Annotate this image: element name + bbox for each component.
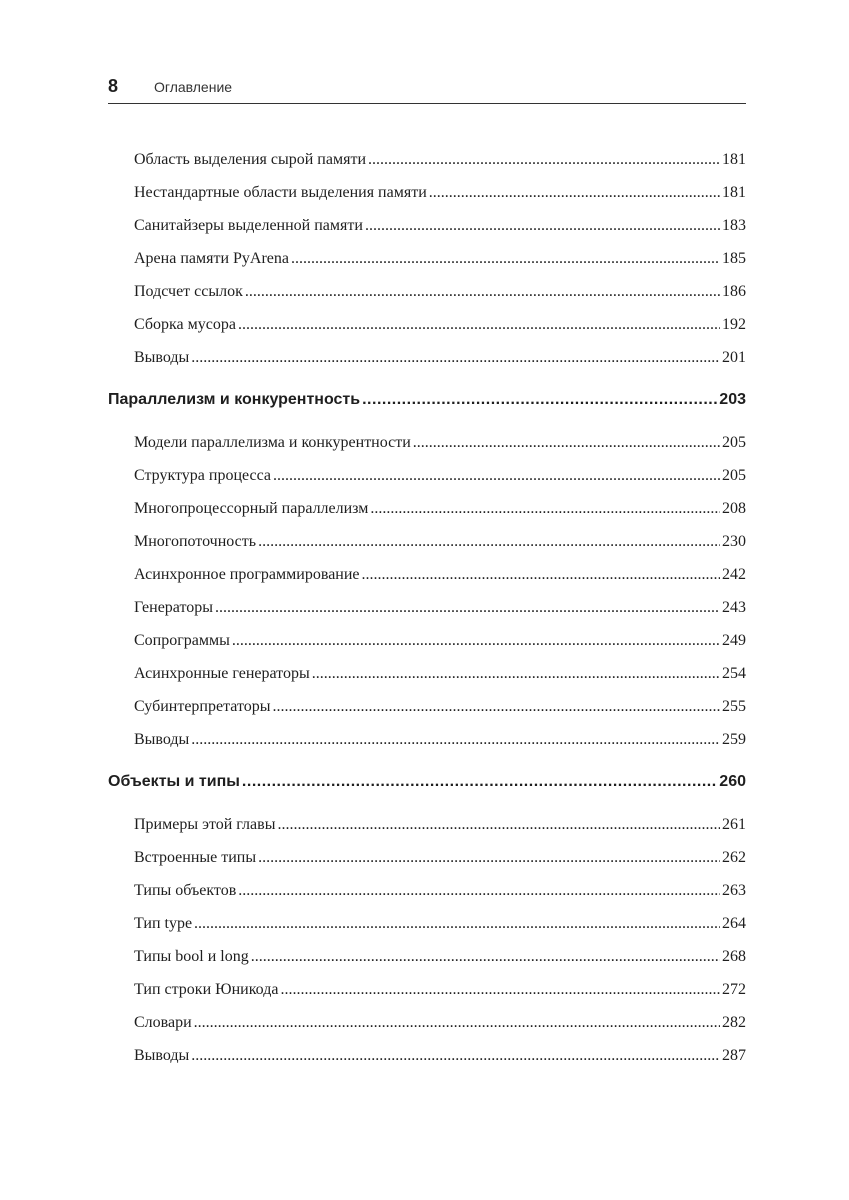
toc-entry[interactable] [108, 426, 746, 459]
toc-entry-page: 230 [722, 533, 746, 550]
toc-dot-leader [362, 558, 720, 591]
toc-entry-title: Подсчет ссылок [134, 283, 243, 300]
toc-entry[interactable] [108, 176, 746, 209]
toc-entry-page: 243 [722, 599, 746, 616]
toc-entry-page: 186 [722, 283, 746, 300]
toc-entry[interactable] [108, 624, 746, 657]
toc-dot-leader [194, 907, 720, 940]
toc-entry-title: Многопроцессорный параллелизм [134, 500, 369, 517]
toc-entry-title: Структура процесса [134, 467, 272, 484]
table-of-contents [108, 143, 746, 1072]
toc-dot-leader [277, 808, 720, 841]
toc-entry-page: 254 [722, 665, 746, 682]
toc-entry-title: Модели параллелизма и конкурентности [134, 434, 411, 451]
toc-entry-title: Объекты и типы [108, 773, 240, 790]
toc-entry-page: 181 [722, 184, 746, 201]
toc-entry-page: 287 [722, 1047, 746, 1064]
toc-chapter-entry[interactable] [108, 374, 746, 426]
page-number: 8 [108, 76, 119, 96]
toc-entry[interactable] [108, 808, 746, 841]
toc-entry[interactable] [108, 525, 746, 558]
toc-dot-leader [232, 624, 720, 657]
toc-entry-title: Сопрограммы [134, 632, 230, 649]
toc-entry-title: Выводы [134, 731, 190, 748]
toc-entry-title: Асинхронное программирование [134, 566, 360, 583]
toc-dot-leader [194, 1006, 720, 1039]
toc-entry-title: Встроенные типы [134, 849, 257, 866]
toc-entry-title: Санитайзеры выделенной памяти [134, 217, 363, 234]
toc-entry-page: 249 [722, 632, 746, 649]
toc-dot-leader [273, 459, 720, 492]
toc-entry[interactable] [108, 341, 746, 374]
toc-entry-title: Словари [134, 1014, 192, 1031]
toc-entry-title: Генераторы [134, 599, 214, 616]
toc-dot-leader [368, 143, 720, 176]
toc-entry-page: 208 [722, 500, 746, 517]
toc-entry-title: Выводы [134, 1047, 190, 1064]
toc-dot-leader [280, 973, 720, 1006]
toc-entry-page: 255 [722, 698, 746, 715]
toc-entry[interactable] [108, 143, 746, 176]
toc-dot-leader [251, 940, 720, 973]
toc-entry-page: 201 [722, 349, 746, 366]
toc-dot-leader [191, 341, 720, 374]
toc-entry-title: Выводы [134, 349, 190, 366]
toc-entry-title: Сборка мусора [134, 316, 236, 333]
toc-entry-page: 192 [722, 316, 746, 333]
toc-entry[interactable] [108, 209, 746, 242]
toc-entry-page: 205 [722, 434, 746, 451]
toc-entry-page: 185 [722, 250, 746, 267]
toc-dot-leader [258, 841, 720, 874]
toc-entry-title: Примеры этой главы [134, 816, 276, 833]
toc-entry-page: 183 [722, 217, 746, 234]
toc-dot-leader [291, 242, 720, 275]
toc-entry-title: Область выделения сырой памяти [134, 151, 367, 168]
toc-entry-page: 262 [722, 849, 746, 866]
toc-chapter-entry[interactable] [108, 756, 746, 808]
toc-entry-page: 203 [719, 391, 746, 408]
toc-entry[interactable] [108, 723, 746, 756]
toc-entry[interactable] [108, 1039, 746, 1072]
toc-entry[interactable] [108, 940, 746, 973]
toc-entry[interactable] [108, 973, 746, 1006]
toc-entry-page: 264 [722, 915, 746, 932]
toc-dot-leader [215, 591, 720, 624]
toc-dot-leader [242, 756, 717, 808]
toc-entry-title: Тип type [134, 915, 193, 932]
toc-entry[interactable] [108, 459, 746, 492]
toc-entry[interactable] [108, 841, 746, 874]
toc-entry[interactable] [108, 907, 746, 940]
toc-entry[interactable] [108, 874, 746, 907]
toc-dot-leader [191, 1039, 720, 1072]
toc-entry-page: 263 [722, 882, 746, 899]
toc-entry-title: Типы bool и long [134, 948, 249, 965]
toc-entry-page: 181 [722, 151, 746, 168]
toc-entry[interactable] [108, 657, 746, 690]
toc-entry-page: 261 [722, 816, 746, 833]
toc-entry-title: Многопоточность [134, 533, 257, 550]
toc-entry-page: 272 [722, 981, 746, 998]
toc-entry-title: Асинхронные генераторы [134, 665, 310, 682]
toc-entry-title: Тип строки Юникода [134, 981, 279, 998]
toc-entry-page: 242 [722, 566, 746, 583]
toc-dot-leader [413, 426, 720, 459]
toc-entry[interactable] [108, 242, 746, 275]
toc-entry-title: Нестандартные области выделения памяти [134, 184, 427, 201]
toc-entry-page: 282 [722, 1014, 746, 1031]
toc-entry[interactable] [108, 1006, 746, 1039]
toc-entry-title: Субинтерпретаторы [134, 698, 271, 715]
toc-entry-title: Типы объектов [134, 882, 237, 899]
page-header [108, 76, 746, 104]
toc-dot-leader [238, 874, 720, 907]
toc-entry-page: 259 [722, 731, 746, 748]
toc-dot-leader [365, 209, 720, 242]
toc-entry-page: 205 [722, 467, 746, 484]
toc-entry[interactable] [108, 492, 746, 525]
toc-dot-leader [429, 176, 720, 209]
toc-dot-leader [245, 275, 720, 308]
toc-entry-page: 260 [719, 773, 746, 790]
toc-dot-leader [370, 492, 720, 525]
toc-entry[interactable] [108, 690, 746, 723]
toc-dot-leader [238, 308, 720, 341]
toc-entry[interactable] [108, 558, 746, 591]
toc-entry-page: 268 [722, 948, 746, 965]
toc-dot-leader [273, 690, 721, 723]
toc-entry[interactable] [108, 308, 746, 341]
toc-dot-leader [258, 525, 720, 558]
toc-dot-leader [191, 723, 720, 756]
toc-dot-leader [362, 374, 717, 426]
toc-entry[interactable] [108, 275, 746, 308]
toc-entry-title: Параллелизм и конкурентность [108, 391, 361, 408]
running-head: Оглавление [154, 79, 233, 95]
toc-entry-title: Арена памяти PyArena [134, 250, 290, 267]
toc-entry[interactable] [108, 591, 746, 624]
toc-dot-leader [312, 657, 720, 690]
